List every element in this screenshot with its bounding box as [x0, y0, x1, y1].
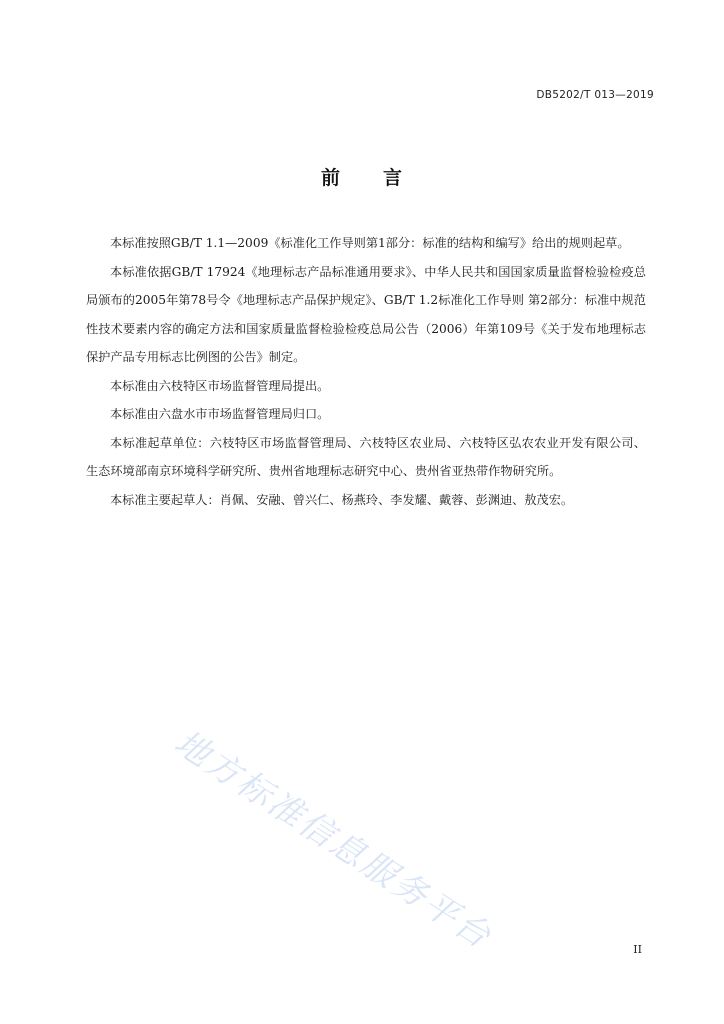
foreword-body — [86, 229, 646, 514]
page-title-char-2: 言 — [383, 167, 404, 189]
page-number: II — [633, 943, 642, 956]
paragraph-basis: 本标准依据GB/T 17924《地理标志产品标准通用要求》、中华人民共和国国家质量监督检验检疫总局颁布的2005年第78号令《地理标志产品保护规定》、GB/T 1.2标准化工作导则 第2部分：标准中规范性技术要素内容的确定方法和国家质量监督检验检疫总局公告（2006）年第109号《关于发布地理标志保护产品专用标志比例图的公告》制定。 — [86, 264, 646, 364]
paragraph-drafting-rules: 本标准按照GB/T 1.1—2009《标准化工作导则第1部分：标准的结构和编写》给出的规则起草。 — [110, 236, 630, 250]
paragraph-drafters: 本标准主要起草人：肖佩、安融、曾兴仁、杨燕玲、李发耀、戴蓉、彭渊迪、敖茂宏。 — [110, 492, 574, 507]
document-code: DB5202/T 013—2019 — [536, 89, 654, 101]
page-title-char-1: 前 — [320, 167, 341, 189]
paragraph-drafting-units: 本标准起草单位：六枝特区市场监督管理局、六枝特区农业局、六枝特区弘农农业开发有限公司、生态环境部南京环境科学研究所、贵州省地理标志研究中心、贵州省亚热带作物研究所。 — [86, 435, 646, 478]
page-title — [0, 163, 724, 190]
paragraph-proposer: 本标准由六枝特区市场监督管理局提出。 — [110, 378, 330, 393]
watermark-text: 地方标准信息服务平台 — [167, 722, 500, 958]
paragraph-administrator: 本标准由六盘水市市场监督管理局归口。 — [110, 407, 330, 421]
